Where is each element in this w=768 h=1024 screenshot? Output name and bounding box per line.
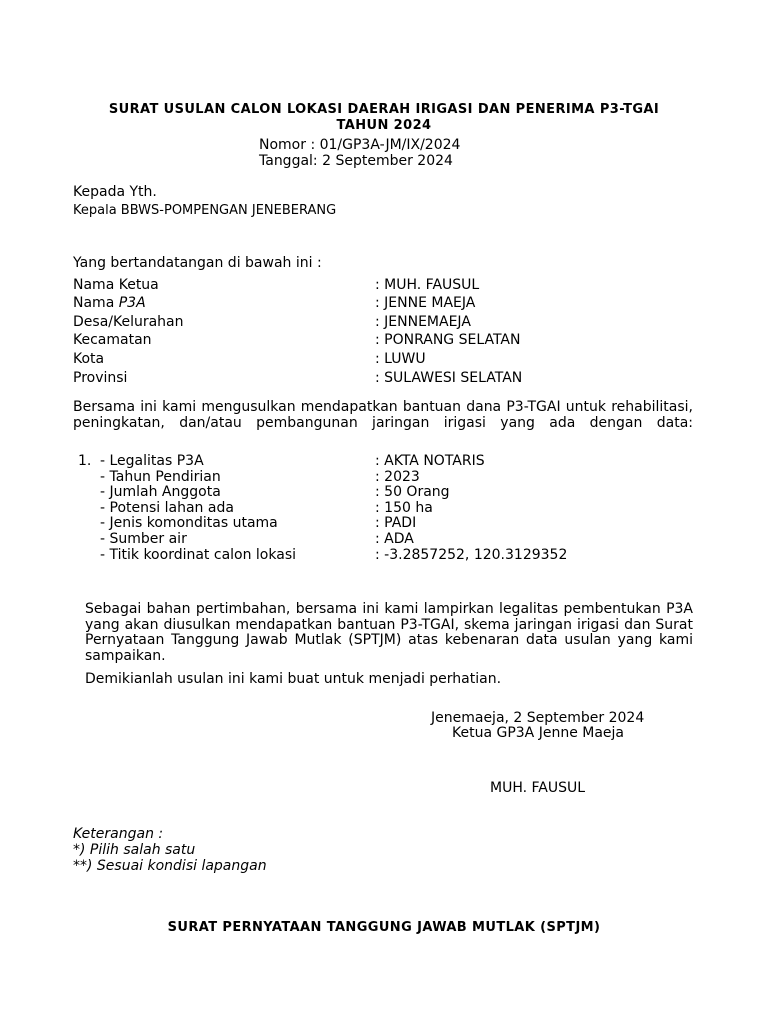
detail-value: : 150 ha	[375, 500, 433, 516]
identity-value: : JENNEMAEJA	[375, 314, 471, 330]
document-date: Tanggal: 2 September 2024	[259, 153, 453, 169]
notes-heading: Keterangan :	[73, 826, 164, 842]
signature-place-date: Jenemaeja, 2 September 2024	[431, 710, 645, 726]
notes-item: **) Sesuai kondisi lapangan	[73, 858, 267, 874]
identity-label: Desa/Kelurahan	[73, 314, 184, 330]
detail-label: - Sumber air	[100, 531, 187, 547]
addressee: Kepala BBWS-POMPENGAN JENEBERANG	[73, 203, 337, 218]
detail-value: : AKTA NOTARIS	[375, 453, 485, 469]
document-title-year: TAHUN 2024	[336, 118, 432, 133]
identity-label: Nama P3A	[73, 295, 146, 311]
intro-text: Yang bertandatangan di bawah ini :	[73, 255, 322, 271]
detail-value: : ADA	[375, 531, 414, 547]
detail-label: - Jenis komonditas utama	[100, 515, 278, 531]
salutation: Kepada Yth.	[73, 184, 157, 200]
detail-value: : PADI	[375, 515, 417, 531]
list-number: 1.	[78, 453, 92, 469]
identity-value: : JENNE MAEJA	[375, 295, 476, 311]
detail-label: - Titik koordinat calon lokasi	[100, 547, 296, 563]
detail-value: : -3.2857252, 120.3129352	[375, 547, 568, 563]
request-paragraph: Bersama ini kami mengusulkan mendapatkan bantuan dana P3-TGAI untuk rehabilitasi, peningkatan, dan/atau pembangunan jaringan irigasi yang ada dengan data:	[73, 399, 693, 431]
identity-value: : LUWU	[375, 351, 426, 367]
sptjm-title: SURAT PERNYATAAN TANGGUNG JAWAB MUTLAK (SPTJM)	[167, 920, 601, 935]
document-number: Nomor : 01/GP3A-JM/IX/2024	[259, 137, 461, 153]
detail-value: : 50 Orang	[375, 484, 450, 500]
attachment-paragraph: Sebagai bahan pertimbahan, bersama ini kami lampirkan legalitas pembentukan P3A yang akan diusulkan mendapatkan bantuan P3-TGAI, skema jaringan irigasi dan Surat Pernyataan Tanggung Jawab Mutlak (SPTJM) atas kebenaran data usulan yang kami sampaikan.	[85, 601, 693, 664]
identity-label: Kota	[73, 351, 105, 367]
notes-item: *) Pilih salah satu	[73, 842, 196, 858]
detail-label: - Legalitas P3A	[100, 453, 204, 469]
document-title: SURAT USULAN CALON LOKASI DAERAH IRIGASI DAN PENERIMA P3-TGAI	[108, 102, 660, 117]
identity-value: : PONRANG SELATAN	[375, 332, 521, 348]
detail-label: - Tahun Pendirian	[100, 469, 221, 485]
detail-value: : 2023	[375, 469, 420, 485]
signature-position: Ketua GP3A Jenne Maeja	[452, 725, 625, 741]
identity-value: : SULAWESI SELATAN	[375, 370, 523, 386]
detail-label: - Jumlah Anggota	[100, 484, 221, 500]
identity-label: Nama Ketua	[73, 277, 159, 293]
identity-label: Provinsi	[73, 370, 128, 386]
identity-value: : MUH. FAUSUL	[375, 277, 480, 293]
closing-paragraph: Demikianlah usulan ini kami buat untuk menjadi perhatian.	[85, 671, 502, 687]
identity-label: Kecamatan	[73, 332, 152, 348]
detail-label: - Potensi lahan ada	[100, 500, 234, 516]
signature-name: MUH. FAUSUL	[490, 780, 586, 796]
